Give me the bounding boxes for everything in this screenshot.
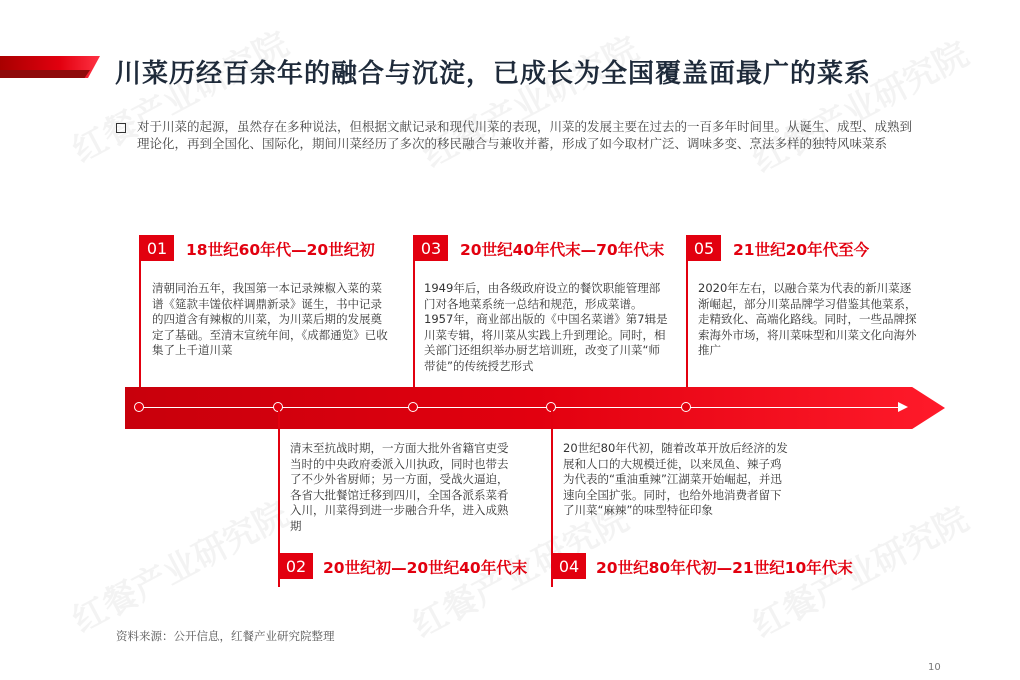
- timeline-arrowhead-icon: [898, 402, 908, 412]
- connector-line: [686, 235, 688, 407]
- period-description: 1949年后，由各级政府设立的餐饮职能管理部门对各地菜系统一总结和规范，形成菜谱。1957年，商业部出版的《中国名菜谱》第7辑是川菜专辑，将川菜从实践上升到理论。同时，相关部门还组织举办厨艺培训班，改变了川菜“师带徒”的传统授艺形式: [424, 281, 668, 373]
- page-title: 川菜历经百余年的融合与沉淀，已成长为全国覆盖面最广的菜系: [115, 59, 872, 89]
- timeline-node: [408, 402, 418, 412]
- connector-line: [139, 235, 141, 407]
- period-number-badge: 02: [279, 553, 313, 579]
- period-era-title: 20世纪80年代初—21世纪10年代末: [596, 559, 853, 577]
- period-number-badge: 04: [552, 553, 586, 579]
- period-era-title: 20世纪初—20世纪40年代末: [323, 559, 528, 577]
- period-number-badge: 01: [140, 235, 174, 261]
- bullet-square-icon: [116, 123, 126, 133]
- connector-line: [413, 235, 415, 407]
- period-number-badge: 03: [414, 235, 448, 261]
- source-note: 资料来源：公开信息，红餐产业研究院整理: [116, 629, 335, 643]
- period-number-badge: 05: [687, 235, 721, 261]
- header-accent-shadow: [0, 70, 90, 78]
- timeline-axis-line: [140, 407, 900, 408]
- period-description: 20世纪80年代初，随着改革开放后经济的发展和人口的大规模迁徙，以来凤鱼、辣子鸡为代表的“重油重辣”江湖菜开始崛起，并迅速向全国扩张。同时，也给外地消费者留下了川菜“麻辣”的味型特征印象: [563, 441, 788, 517]
- period-era-title: 18世纪60年代—20世纪初: [186, 241, 375, 259]
- timeline-arrow: [125, 387, 945, 429]
- period-era-title: 20世纪40年代末—70年代末: [460, 241, 665, 259]
- period-description: 清朝同治五年，我国第一本记录辣椒入菜的菜谱《筵款丰馐依样调鼎新录》诞生，书中记录的四道含有辣椒的川菜，为川菜后期的发展奠定了基础。至清末宣统年间，《成都通览》已收集了上千道川菜: [152, 281, 388, 357]
- watermark: [412, 22, 645, 177]
- period-description: 清末至抗战时期，一方面大批外省籍官吏受当时的中央政府委派入川执政，同时也带去了不少外省厨师；另一方面，受战火逼迫，各省大批餐馆迁移到四川，全国各派系菜肴入川，川菜得到进一步融合升华，进入成熟期: [290, 441, 509, 533]
- timeline-node: [681, 402, 691, 412]
- intro-text: 对于川菜的起源，虽然存在多种说法，但根据文献记录和现代川菜的表现，川菜的发展主要在过去的一百多年时间里。从诞生、成型、成熟到理论化，再到全国化、国际化，期间川菜经历了多次的移民融合与兼收并蓄，形成了如今取材广泛、调味多变、烹法多样的独特风味菜系: [137, 119, 913, 151]
- period-era-title: 21世纪20年代至今: [733, 241, 870, 259]
- period-description: 2020年左右，以融合菜为代表的新川菜逐渐崛起，部分川菜品牌学习借鉴其他菜系，走精致化、高端化路线。同时，一些品牌探索海外市场，将川菜味型和川菜文化向海外推广: [698, 281, 917, 357]
- page-number: 10: [928, 662, 941, 673]
- timeline-node: [134, 402, 144, 412]
- watermark: [62, 487, 295, 642]
- watermark: [742, 27, 975, 182]
